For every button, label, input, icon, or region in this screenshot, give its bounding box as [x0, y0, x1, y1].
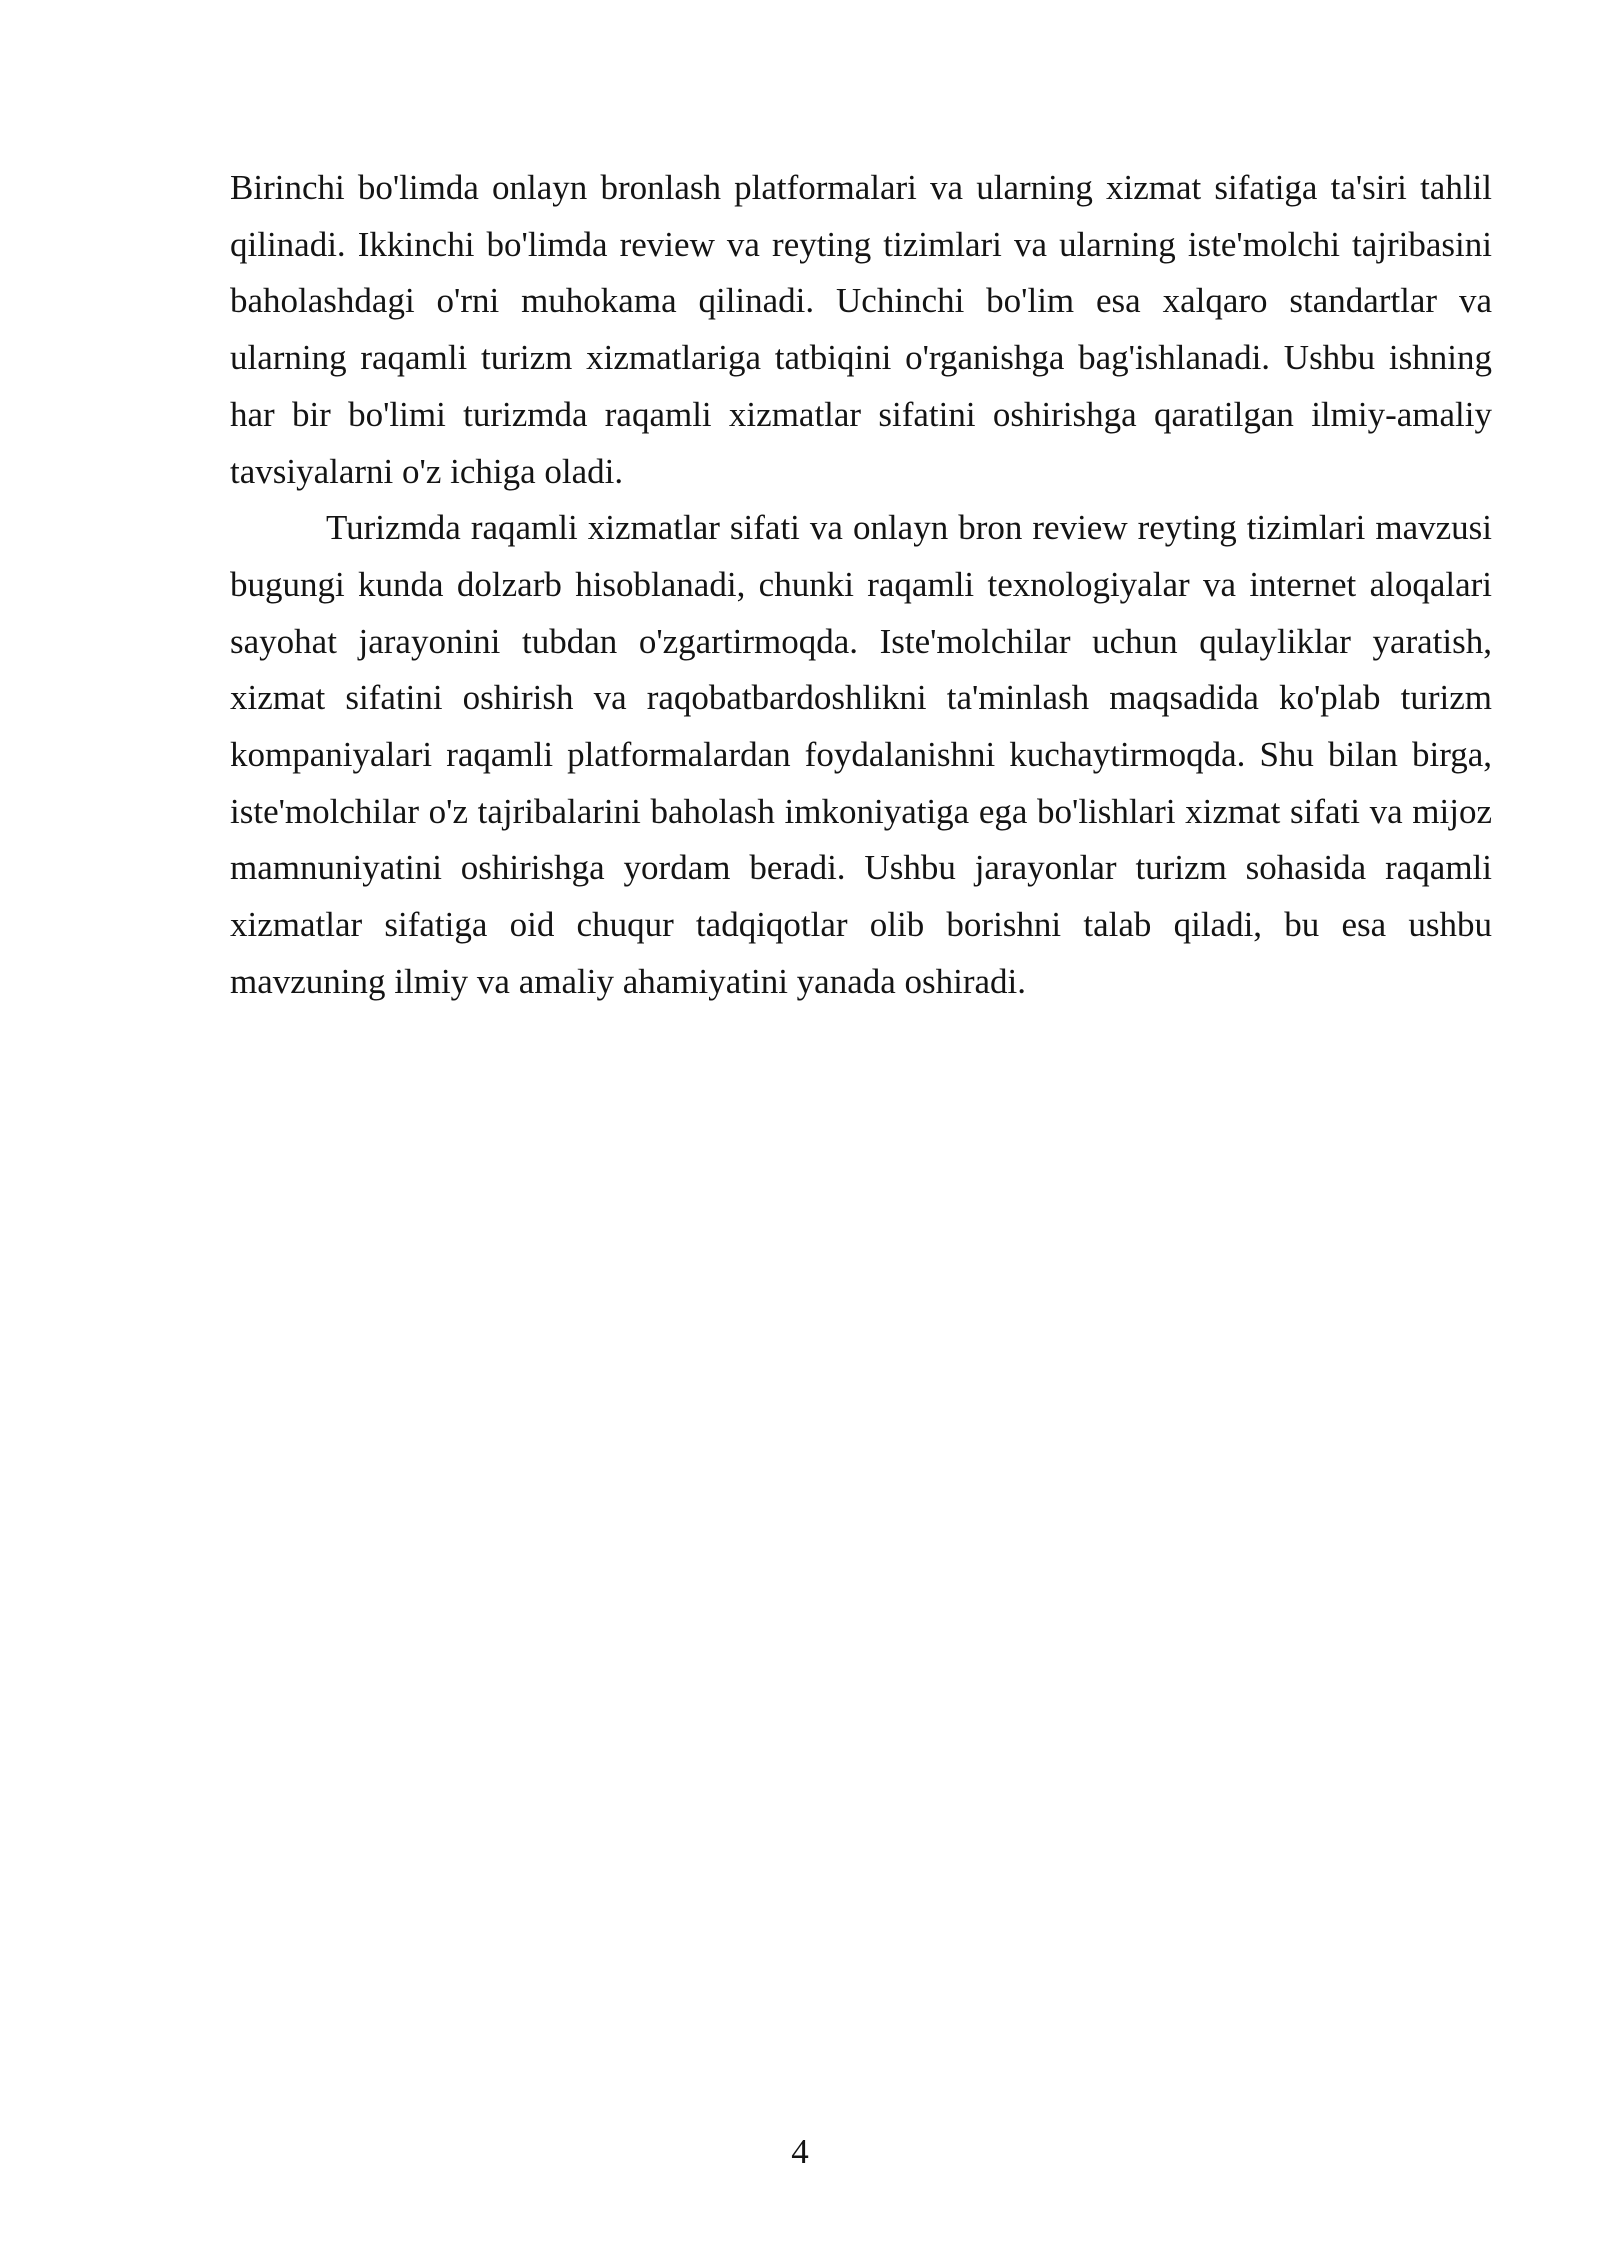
- paragraph-1: Birinchi bo'limda onlayn bronlash platformalari va ularning xizmat sifatiga ta'siri tahlil qilinadi. Ikkinchi bo'limda review va reyting tizimlari va ularning iste'molchi tajribasini baholashdagi o'rni muhokama qilinadi. Uchinchi bo'lim esa xalqaro standartlar va ularning raqamli turizm xizmatlariga tatbiqini o'rganishga bag'ishlanadi. Ushbu ishning har bir bo'limi turizmda raqamli xizmatlar sifatini oshirishga qaratilgan ilmiy-amaliy tavsiyalarni o'z ichiga oladi.: [230, 168, 1492, 491]
- paragraph-2: Turizmda raqamli xizmatlar sifati va onlayn bron review reyting tizimlari mavzusi bugungi kunda dolzarb hisoblanadi, chunki raqamli texnologiyalar va internet aloqalari sayohat jarayonini tubdan o'zgartirmoqda. Iste'molchilar uchun qulayliklar yaratish, xizmat sifatini oshirish va raqobatbardoshlikni ta'minlash maqsadida ko'plab turizm kompaniyalari raqamli platformalardan foydalanishni kuchaytirmoqda. Shu bilan birga, iste'molchilar o'z tajribalarini baholash imkoniyatiga ega bo'lishlari xizmat sifati va mijoz mamnuniyatini oshirishga yordam beradi. Ushbu jarayonlar turizm sohasida raqamli xizmatlar sifatiga oid chuqur tadqiqotlar olib borishni talab qiladi, bu esa ushbu mavzuning ilmiy va amaliy ahamiyatini yanada oshiradi.: [230, 508, 1492, 1001]
- page-number: 4: [791, 2132, 809, 2171]
- body-text: [230, 160, 1492, 1011]
